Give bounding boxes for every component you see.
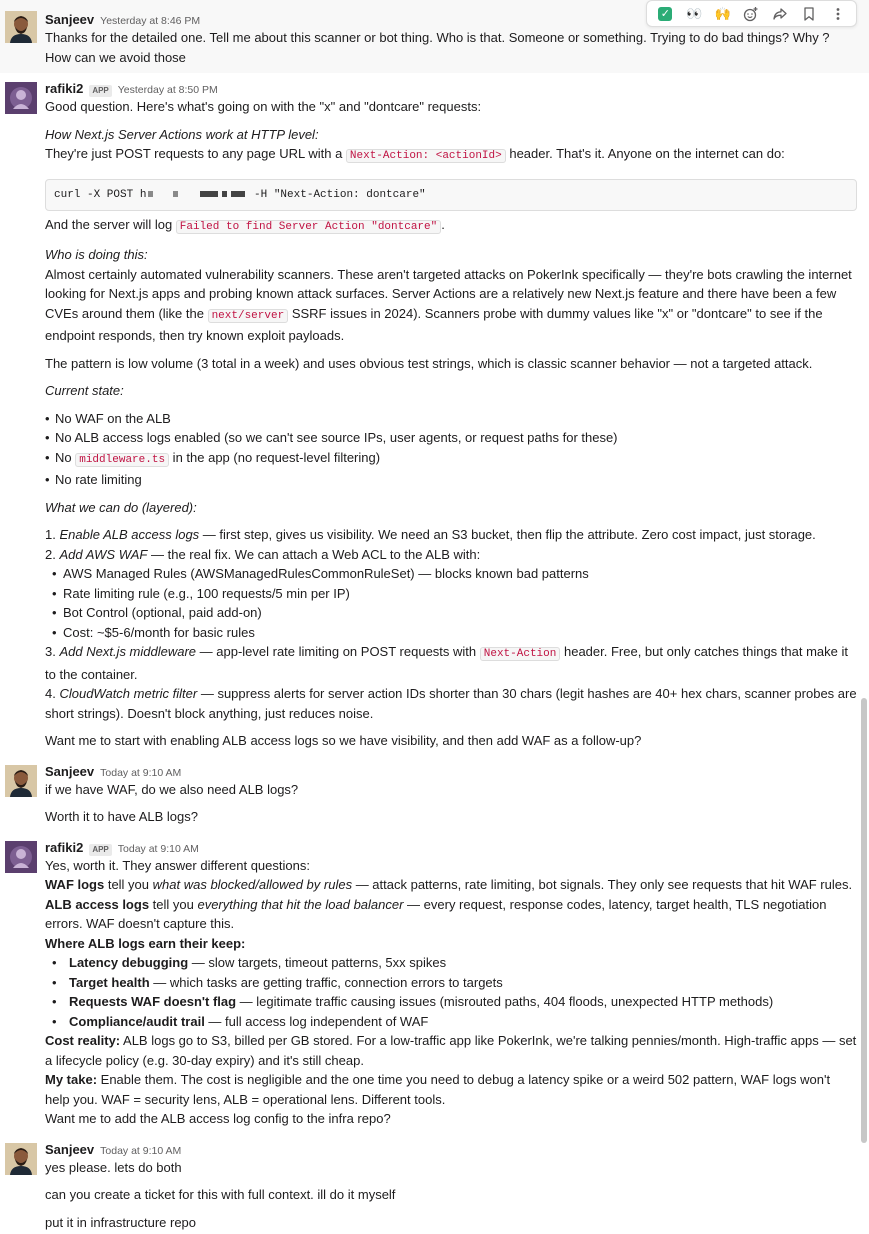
message-text: put it in infrastructure repo [45,1213,857,1233]
inline-code: middleware.ts [75,453,169,467]
avatar[interactable] [5,1143,37,1175]
inline-code: Next-Action [480,647,561,661]
bot-avatar-icon [5,841,37,873]
app-badge: APP [89,85,111,97]
redacted-text [148,191,153,197]
timestamp[interactable]: Today at 9:10 AM [118,840,199,860]
list-item: • Latency debugging — slow targets, timeout patterns, 5xx spikes [45,953,857,973]
raised-hands-icon: 🙌 [715,4,731,24]
inline-code: Next-Action: <actionId> [346,149,506,163]
message-text: They're just POST requests to any page URL with a Next-Action: <actionId> header. That's it. Anyone on the internet can do: [45,144,857,167]
option-item: 4. CloudWatch metric filter — suppress alerts for server action IDs shorter than 30 chars (legit hashes are 40+ hex chars, scanner probes are short strings). Doesn't block anything, just reduces noise. [45,684,857,723]
section-heading: Who is doing this: [45,245,857,265]
message-text: yes please. lets do both [45,1158,857,1178]
author-name[interactable]: Sanjeev [45,762,94,782]
current-state-list [45,409,857,490]
list-item: • Cost: ~$5-6/month for basic rules [45,623,857,643]
message-text: WAF logs tell you what was blocked/allowed by rules — attack patterns, rate limiting, bot signals. They only see requests that hit WAF rules. [45,875,857,895]
add-reaction-icon [743,6,759,22]
section-heading: Where ALB logs earn their keep: [45,934,857,954]
redacted-text [222,191,227,197]
message-text: if we have WAF, do we also need ALB logs? [45,780,857,800]
message-text: And the server will log Failed to find Server Action "dontcare" . [45,215,857,238]
list-item: • Bot Control (optional, paid add-on) [45,603,857,623]
inline-code: next/server [208,309,289,323]
waf-options-list [45,564,857,642]
scrollbar[interactable] [861,698,867,1143]
option-item: 3. Add Next.js middleware — app-level rate limiting on POST requests with Next-Action header. Free, but only catches things that make it to the container. [45,642,857,684]
user-avatar-icon [5,1143,37,1175]
eyes-icon: 👀 [686,4,702,24]
message-rafiki-2 [0,829,869,1131]
author-name[interactable]: rafiki2 [45,838,83,858]
timestamp[interactable]: Yesterday at 8:50 PM [118,81,218,101]
message-text: The pattern is low volume (3 total in a week) and uses obvious test strings, which is classic scanner behavior — not a targeted attack. [45,354,857,374]
option-item: 2. Add AWS WAF — the real fix. We can attach a Web ACL to the ALB with: [45,545,857,565]
inline-code: Failed to find Server Action "dontcare" [176,220,441,234]
message-text: Worth it to have ALB logs? [45,807,857,827]
message-text: Want me to add the ALB access log config to the infra repo? [45,1109,857,1129]
author-name[interactable]: rafiki2 [45,79,83,99]
message-text: Almost certainly automated vulnerability scanners. These aren't targeted attacks on PokerInk specifically — they're bots crawling the internet looking for Next.js apps and probing known attack surfaces. Server Actions are a relatively new Next.js feature and there have been a few CVEs around them (like the next/server SSRF issues in 2024). Scanners probe with dummy values like "x" or "dontcare" to see if the endpoint responds, then try known exploit payloads. [45,265,857,346]
more-actions-button[interactable] [826,3,850,25]
message-text: My take: Enable them. The cost is negligible and the one time you need to debug a latency spike or a weird 502 pattern, WAF logs won't help you. WAF = security lens, ALB = operational lens. Different tools. [45,1070,857,1109]
forward-button[interactable] [768,3,792,25]
message-rafiki-1 [0,73,869,753]
check-icon: ✓ [658,7,672,21]
add-reaction-button[interactable] [739,3,763,25]
timestamp[interactable]: Yesterday at 8:46 PM [100,12,200,32]
raised-hands-reaction-button[interactable] [711,3,735,25]
avatar[interactable] [5,841,37,873]
list-item: • Requests WAF doesn't flag — legitimate traffic causing issues (misrouted paths, 404 floods, unexpected HTTP methods) [45,992,857,1012]
code-block: curl -X POST h -H "Next-Action: dontcare" [45,179,857,211]
message-sanjeev-3 [0,1131,869,1234]
bot-avatar-icon [5,82,37,114]
eyes-reaction-button[interactable] [682,3,706,25]
timestamp[interactable]: Today at 9:10 AM [100,764,181,784]
redacted-text [231,191,245,197]
message-text: Thanks for the detailed one. Tell me about this scanner or bot thing. Who is that. Someone or something. Trying to do bad things? Why ? How can we avoid those [45,28,857,67]
bookmark-button[interactable] [797,3,821,25]
app-badge: APP [89,844,111,856]
message-actions-toolbar [646,0,857,27]
list-item: • No rate limiting [45,470,857,490]
author-name[interactable]: Sanjeev [45,10,94,30]
check-reaction-button[interactable] [653,3,677,25]
message-text: ALB access logs tell you everything that hit the load balancer — every request, response codes, latency, target health, TLS negotiation errors. WAF doesn't capture this. [45,895,857,934]
redacted-text [200,191,218,197]
message-text: Yes, worth it. They answer different questions: [45,856,857,876]
list-item: • No middleware.ts in the app (no request-level filtering) [45,448,857,471]
timestamp[interactable]: Today at 9:10 AM [100,1142,181,1162]
avatar[interactable] [5,82,37,114]
forward-icon [772,6,788,22]
avatar[interactable] [5,11,37,43]
avatar[interactable] [5,765,37,797]
message-text: Cost reality: ALB logs go to S3, billed per GB stored. For a low-traffic app like PokerInk, we're talking pennies/month. High-traffic apps — set a lifecycle policy (e.g. 30-day expiry) and it's still cheap. [45,1031,857,1070]
redacted-text [173,191,178,197]
section-heading: What we can do (layered): [45,498,857,518]
user-avatar-icon [5,765,37,797]
option-item: 1. Enable ALB access logs — first step, gives us visibility. We need an S3 bucket, then flip the attribute. Zero cost impact, just storage. [45,525,857,545]
message-text: Good question. Here's what's going on with the "x" and "dontcare" requests: [45,97,857,117]
message-text: can you create a ticket for this with full context. ill do it myself [45,1185,857,1205]
list-item: • No WAF on the ALB [45,409,857,429]
message-sanjeev-2 [0,753,869,829]
author-name[interactable]: Sanjeev [45,1140,94,1160]
more-icon [835,6,841,22]
bookmark-icon [802,6,816,22]
message-text: Want me to start with enabling ALB access logs so we have visibility, and then add WAF as a follow-up? [45,731,857,751]
list-item: • Target health — which tasks are getting traffic, connection errors to targets [45,973,857,993]
list-item: • Rate limiting rule (e.g., 100 requests/5 min per IP) [45,584,857,604]
section-heading: Current state: [45,381,857,401]
section-heading: How Next.js Server Actions work at HTTP level: [45,125,857,145]
user-avatar-icon [5,11,37,43]
list-item: • No ALB access logs enabled (so we can't see source IPs, user agents, or request paths for these) [45,428,857,448]
list-item: • AWS Managed Rules (AWSManagedRulesCommonRuleSet) — blocks known bad patterns [45,564,857,584]
alb-benefits-list [45,953,857,1031]
list-item: • Compliance/audit trail — full access log independent of WAF [45,1012,857,1032]
